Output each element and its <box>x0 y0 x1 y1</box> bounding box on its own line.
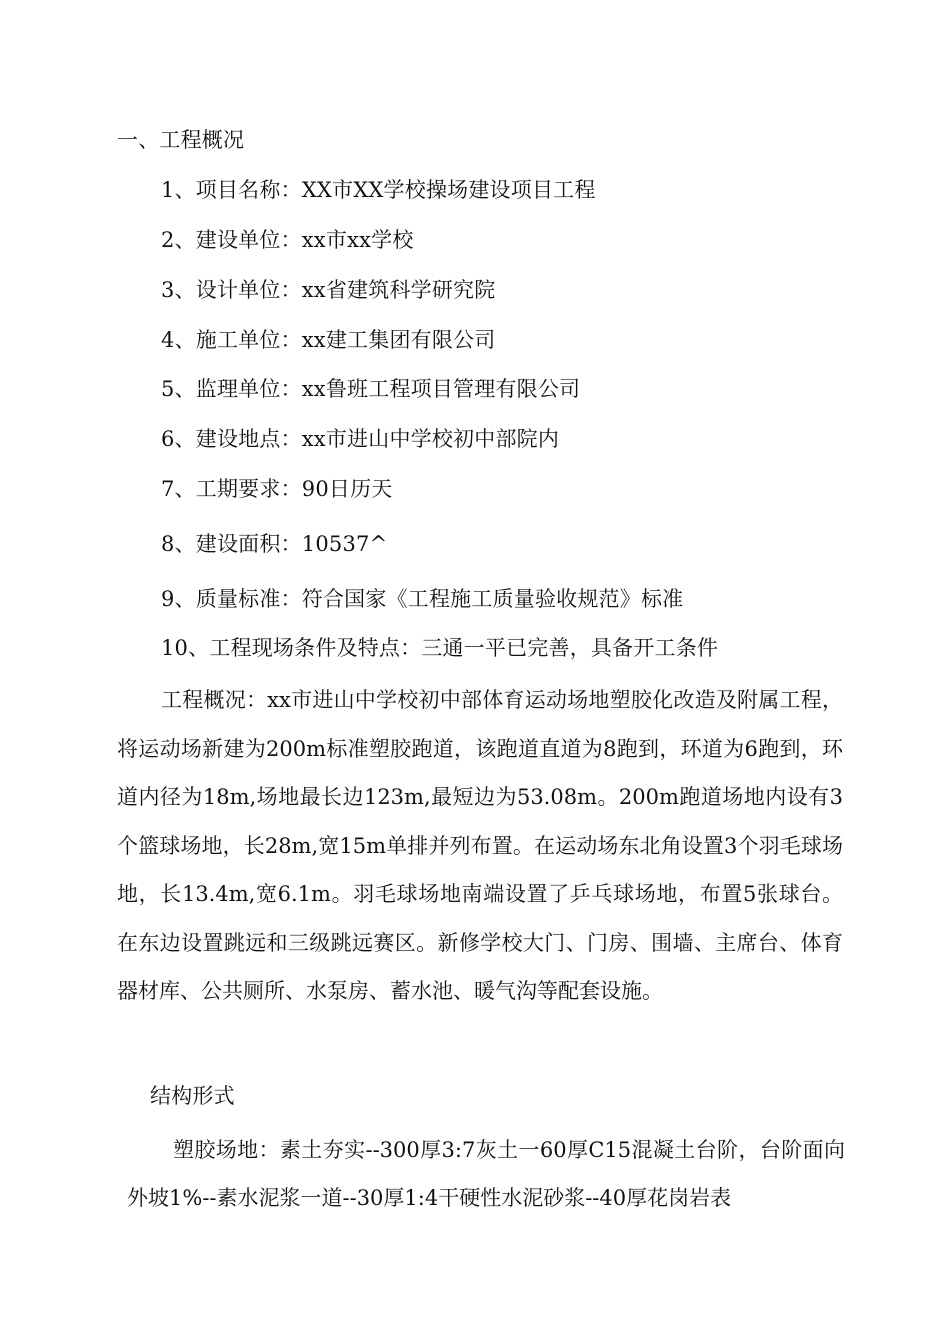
item-quality-standard: 9、质量标准：符合国家《工程施工质量验收规范》标准 <box>161 587 684 611</box>
item-site-conditions: 10、工程现场条件及特点：三通一平已完善，具备开工条件 <box>161 636 719 660</box>
item-design-unit: 3、设计单位：xx省建筑科学研究院 <box>161 278 496 302</box>
item-builder-unit: 4、施工单位：xx建工集团有限公司 <box>161 328 496 352</box>
item-schedule: 7、工期要求：90日历天 <box>161 477 393 501</box>
overview-paragraph: 工程概况：xx市进山中学校初中部体育运动场地塑胶化改造及附属工程，将运动场新建为200m标准塑胶跑道，该跑道直道为8跑到，环道为6跑到，环道内径为18m,场地最长边123m,最短边为53.08m。200m跑道场地内设有3个篮球场地，长28m,宽15m单排并列布置。在运动场东北角设置3个羽毛球场地，长13.4m,宽6.1m。羽毛球场地南端设置了乒乓球场地，布置5张球台。在东边设置跳远和三级跳远赛区。新修学校大门、门房、围墙、主席台、体育器材库、公共厕所、水泵房、蓄水池、暖气沟等配套设施。 <box>117 688 843 1003</box>
item-supervision-unit: 5、监理单位：xx鲁班工程项目管理有限公司 <box>161 377 581 401</box>
item-area: 8、建设面积：10537^ <box>161 532 388 556</box>
section-title: 一、工程概况 <box>117 128 245 152</box>
item-location: 6、建设地点：xx市进山中学校初中部院内 <box>161 427 560 451</box>
item-project-name: 1、项目名称：XX市XX学校操场建设项目工程 <box>161 178 596 202</box>
structure-paragraph: 塑胶场地：素土夯实--300厚3:7灰土一60厚C15混凝土台阶，台阶面向外坡1%--素水泥浆一道--30厚1:4干硬性水泥砂浆--40厚花岗岩表 <box>127 1138 845 1210</box>
item-construction-unit: 2、建设单位：xx市xx学校 <box>161 228 414 252</box>
structure-heading: 结构形式 <box>150 1084 235 1108</box>
